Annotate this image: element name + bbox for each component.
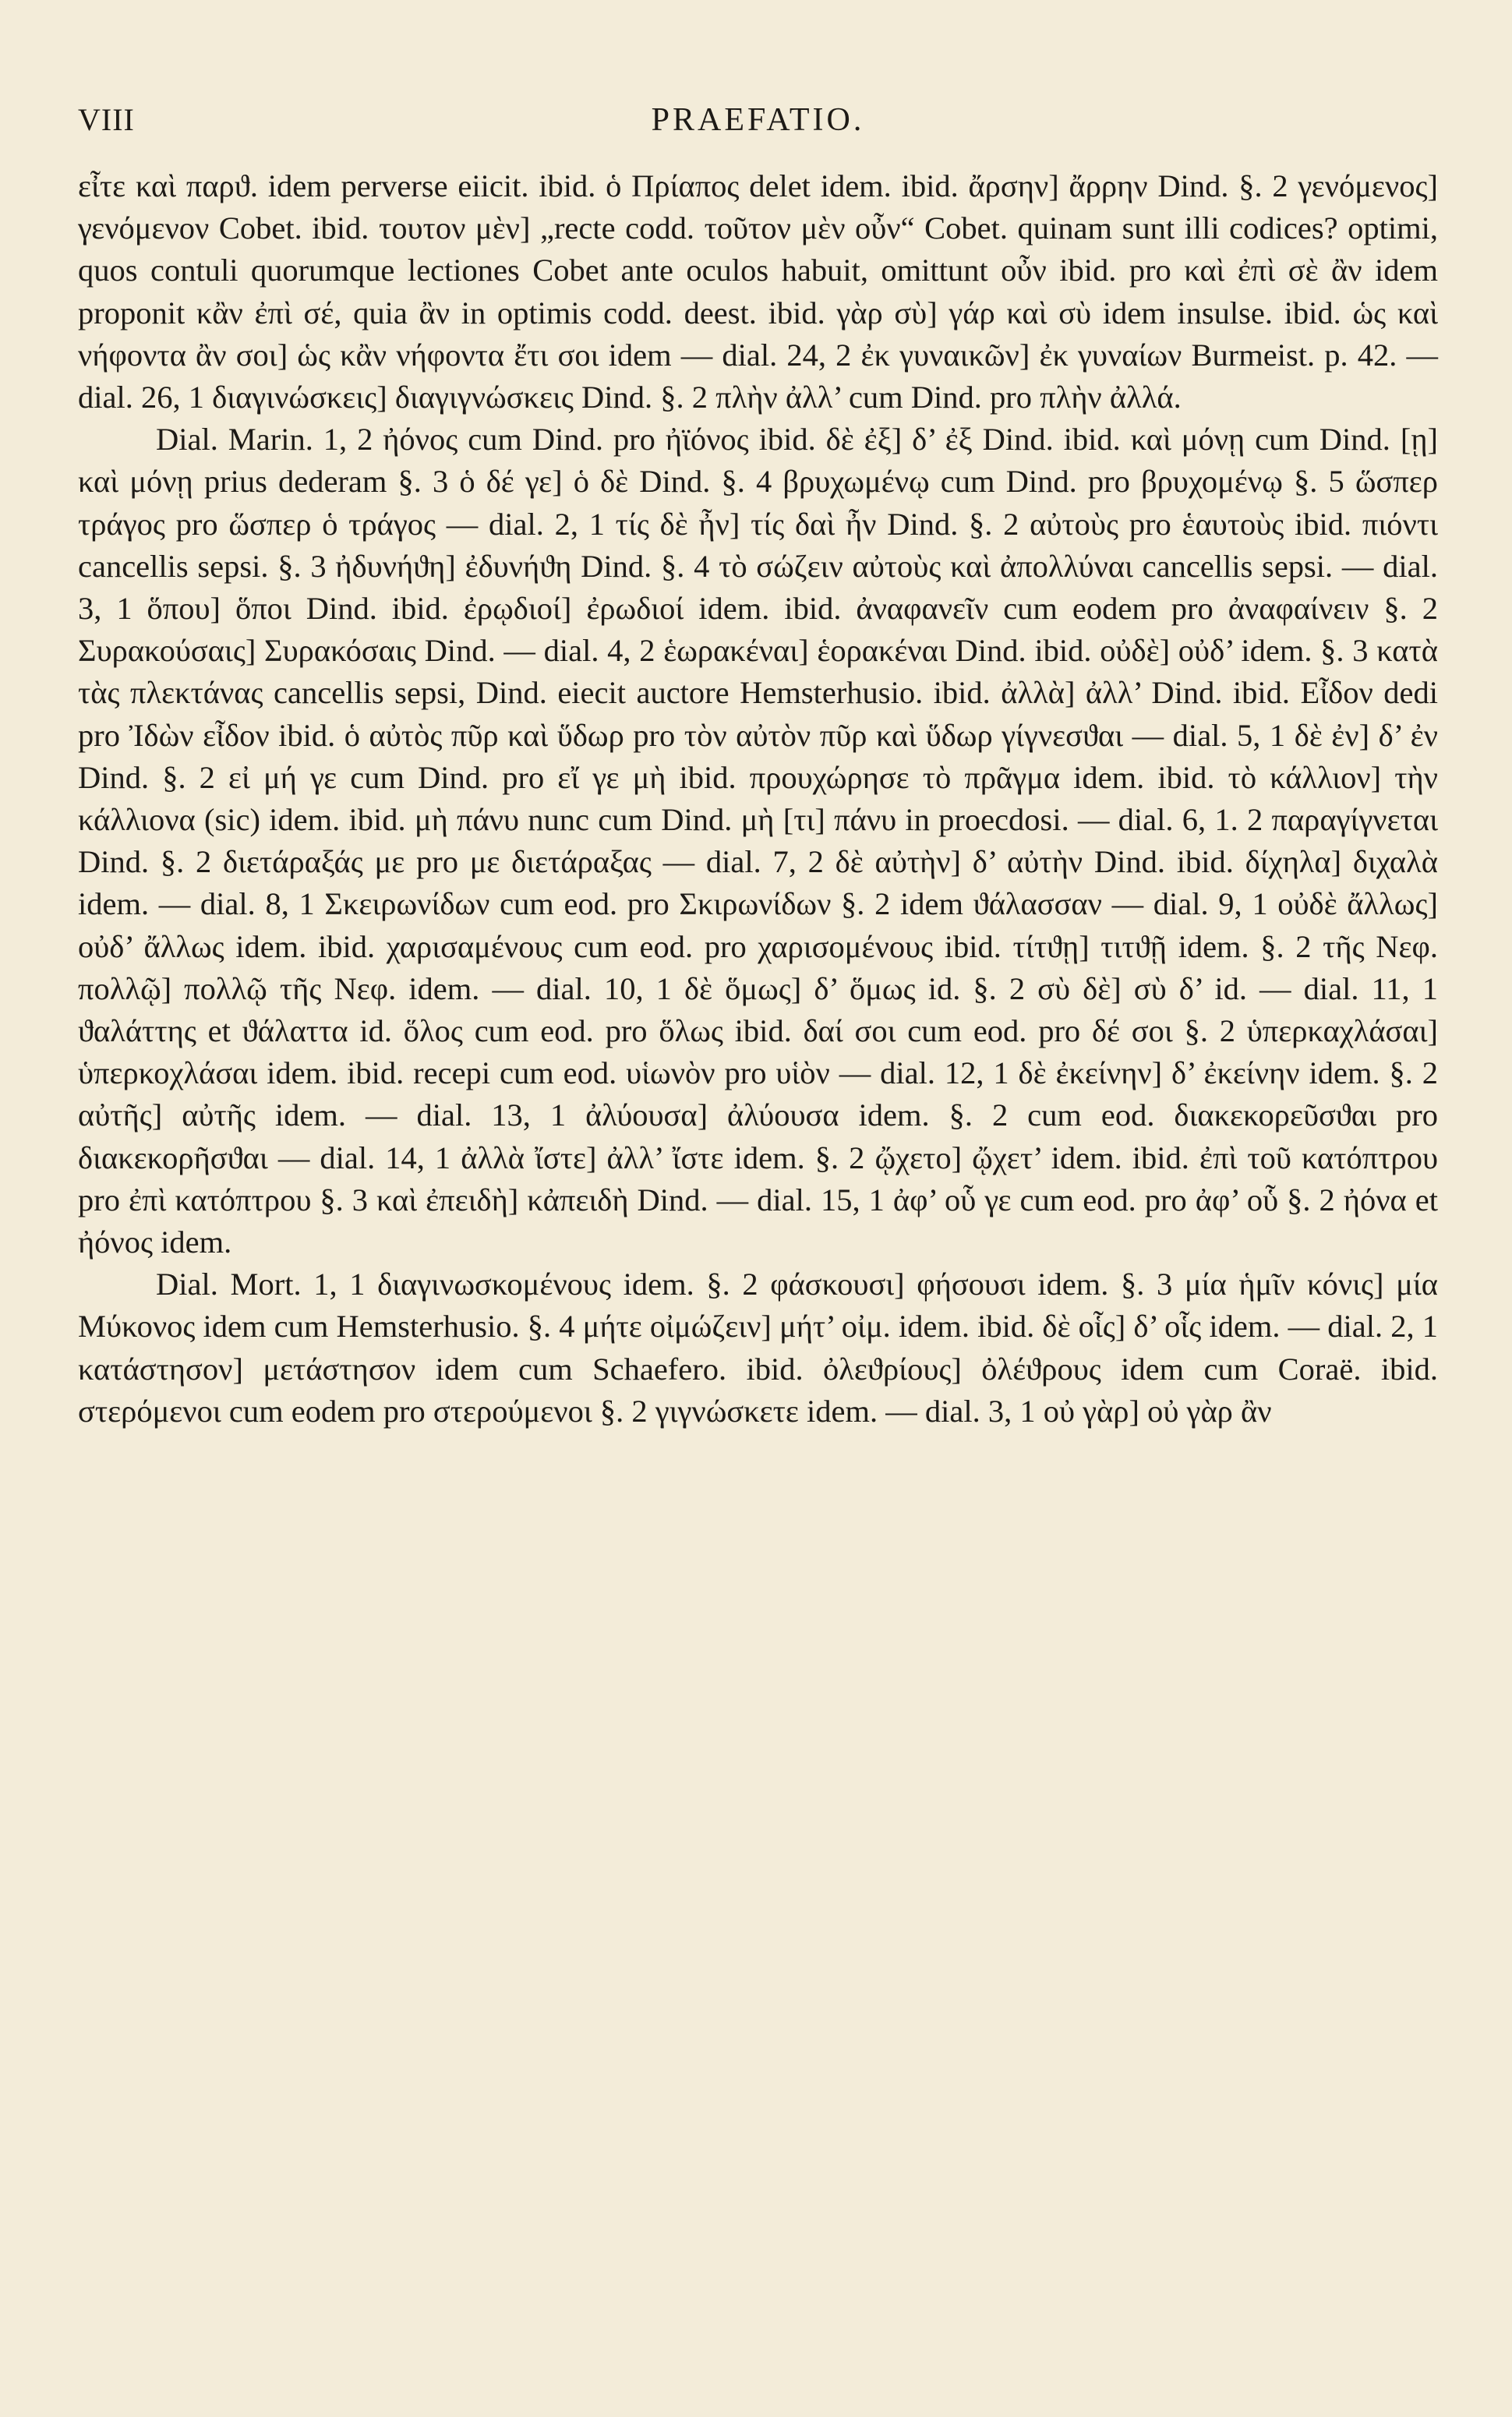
page-header: [78, 101, 1438, 148]
text-body: [78, 165, 1438, 1433]
paragraph: Dial. Marin. 1, 2 ἠόνος cum Dind. pro ἠϊόνος ibid. δὲ ἐξ] δ’ ἐξ Dind. ibid. καὶ μόνῃ cum Dind. [ῃ] καὶ μόνῃ prius dederam §. 3 ὁ δέ γε] ὁ δὲ Dind. §. 4 βρυχωμένῳ cum Dind. pro βρυχομένῳ §. 5 ὥσπερ τράγος pro ὥσπερ ὁ τράγος — dial. 2, 1 τίς δὲ ἦν] τίς δαὶ ἦν Dind. §. 2 αὐτοὺς pro ἑαυτοὺς ibid. πιόντι cancellis sepsi. §. 3 ἠδυνήϑη] ἐδυνήϑη Dind. §. 4 τὸ σώζειν αὐτοὺς καὶ ἀπολλύναι cancellis sepsi. — dial. 3, 1 ὅπου] ὅποι Dind. ibid. ἐρῳδιοί] ἐρωδιοί idem. ibid. ἀναφανεῖν cum eodem pro ἀναφαίνειν §. 2 Συρακούσαις] Συρακόσαις Dind. — dial. 4, 2 ἑωρακέναι] ἑορακέναι Dind. ibid. οὐδὲ] οὐδ’ idem. §. 3 κατὰ τὰς πλεκτάνας cancellis sepsi, Dind. eiecit auctore Hemsterhusio. ibid. ἀλλὰ] ἀλλ’ Dind. ibid. Εἶδον dedi pro Ἰδὼν εἶδον ibid. ὁ αὐτὸς πῦρ καὶ ὕδωρ pro τὸν αὐτὸν πῦρ καὶ ὕδωρ γίγνεσϑαι — dial. 5, 1 δὲ ἐν] δ’ ἐν Dind. §. 2 εἰ μή γε cum Dind. pro εἴ γε μὴ ibid. προυχώρησε τὸ πρᾶγμα idem. ibid. τὸ κάλλιον] τὴν κάλλιονα (sic) idem. ibid. μὴ πάνυ nunc cum Dind. μὴ [τι] πάνυ in proecdosi. — dial. 6, 1. 2 παραγίγνεται Dind. §. 2 διετάραξάς με pro με διετάραξας — dial. 7, 2 δὲ αὐτὴν] δ’ αὐτὴν Dind. ibid. δίχηλα] διχαλὰ idem. — dial. 8, 1 Σκειρωνίδων cum eod. pro Σκιρωνίδων §. 2 idem ϑάλασσαν — dial. 9, 1 οὐδὲ ἄλλως] οὐδ’ ἄλλως idem. ibid. χαρισαμένους cum eod. pro χαρισομένους ibid. τίτϑῃ] τιτϑῇ idem. §. 2 τῆς Νεφ. πολλῷ] πολλῷ τῆς Νεφ. idem. — dial. 10, 1 δὲ ὅμως] δ’ ὅμως id. §. 2 σὺ δὲ] σὺ δ’ id. — dial. 11, 1 ϑαλάττης et ϑάλαττα id. ὅλος cum eod. pro ὅλως ibid. δαί σοι cum eod. pro δέ σοι §. 2 ὑπερκαχλάσαι] ὑπερκοχλάσαι idem. ibid. recepi cum eod. υἱωνὸν pro υἱὸν — dial. 12, 1 δὲ ἐκείνην] δ’ ἐκείνην idem. §. 2 αὐτῆς] αὐτῆς idem. — dial. 13, 1 ἀλύουσα] ἀλύουσα idem. §. 2 cum eod. διακεκορεῦσϑαι pro διακεκορῆσϑαι — dial. 14, 1 ἀλλὰ ἴστε] ἀλλ’ ἴστε idem. §. 2 ᾤχετο] ᾤχετ’ idem. ibid. ἐπὶ τοῦ κατόπτρου pro ἐπὶ κατόπτρου §. 3 καὶ ἐπειδὴ] κἀπειδὴ Dind. — dial. 15, 1 ἀφ’ οὗ γε cum eod. pro ἀφ’ οὗ §. 2 ἠόνα et ἠόνος idem.: [78, 422, 1438, 1260]
page-number: VIII: [78, 102, 135, 137]
page: [78, 101, 1438, 1433]
paragraph: εἶτε καὶ παρϑ. idem perverse eiicit. ibid. ὁ Πρίαπος delet idem. ibid. ἄρσην] ἄρρην Dind. §. 2 γενόμενος] γενόμενον Cobet. ibid. τουτον μὲν] „recte codd. τοῦτον μὲν οὖν“ Cobet. quinam sunt illi codices? optimi, quos contuli quorumque lectiones Cobet ante oculos habuit, omittunt οὖν ibid. pro καὶ ἐπὶ σὲ ἂν idem proponit κἂν ἐπὶ σέ, quia ἂν in optimis codd. deest. ibid. γὰρ σὺ] γάρ καὶ σὺ idem insulse. ibid. ὡς καὶ νήφοντα ἂν σοι] ὡς κἂν νήφοντα ἔτι σοι idem — dial. 24, 2 ἐκ γυναικῶν] ἐκ γυναίων Burmeist. p. 42. — dial. 26, 1 διαγινώσκεις] διαγιγνώσκεις Dind. §. 2 πλὴν ἀλλ’ cum Dind. pro πλὴν ἀλλά.: [78, 168, 1438, 415]
paragraph: Dial. Mort. 1, 1 διαγινωσκομένους idem. §. 2 φάσκουσι] φήσουσι idem. §. 3 μία ἡμῖν κόνις] μία Μύκονος idem cum Hemsterhusio. §. 4 μήτε οἰμώζειν] μήτ’ οἰμ. idem. ibid. δὲ οἷς] δ’ οἷς idem. — dial. 2, 1 κατάστησον] μετάστησον idem cum Schaefero. ibid. ὀλεϑρίους] ὀλέϑρους idem cum Coraë. ibid. στερόμενοι cum eodem pro στερούμενοι §. 2 γιγνώσκετε idem. — dial. 3, 1 οὐ γὰρ] οὐ γὰρ ἂν: [78, 1267, 1438, 1429]
running-title: PRAEFATIO.: [651, 102, 865, 138]
